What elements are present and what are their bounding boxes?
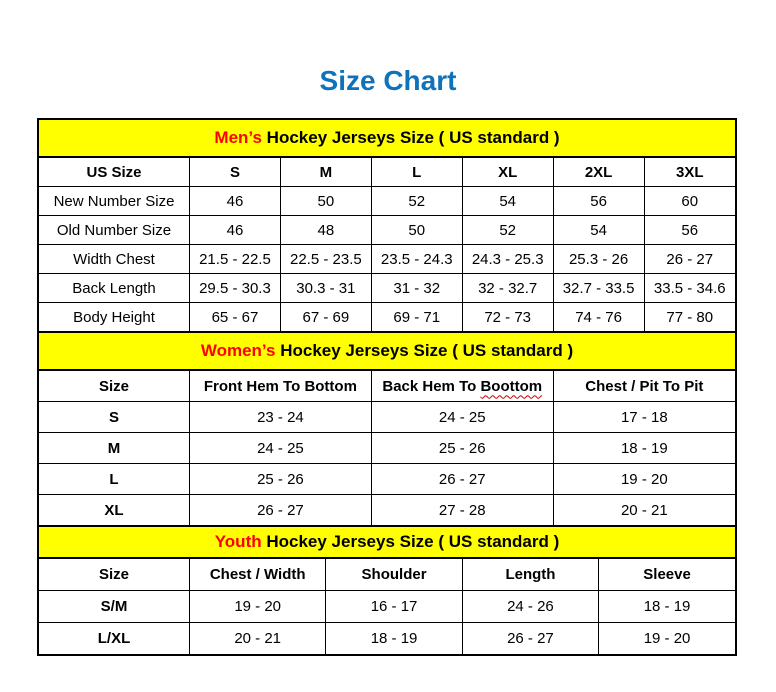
size-value-cell: 18 - 19 <box>599 591 735 623</box>
size-value-cell: 24.3 - 25.3 <box>462 245 553 274</box>
womens-section-header-rest: Hockey Jerseys Size ( US standard ) <box>275 341 574 360</box>
size-value-cell: 16 - 17 <box>326 591 462 623</box>
mens-size-table <box>39 158 735 331</box>
column-header: Sleeve <box>599 559 735 591</box>
size-value-cell: 26 - 27 <box>371 464 553 495</box>
size-value-cell: 20 - 21 <box>553 495 735 526</box>
row-label-column-header: US Size <box>39 158 190 187</box>
column-header-row <box>39 158 735 187</box>
table-row <box>39 591 735 623</box>
size-value-cell: 33.5 - 34.6 <box>644 274 735 303</box>
size-value-cell: 56 <box>553 187 644 216</box>
size-value-cell: 24 - 26 <box>462 591 598 623</box>
row-label-column-header: Size <box>39 559 190 591</box>
row-label: Back Length <box>39 274 190 303</box>
column-header: Shoulder <box>326 559 462 591</box>
size-value-cell: 54 <box>462 187 553 216</box>
table-row <box>39 245 735 274</box>
size-value-cell: 46 <box>190 187 281 216</box>
page-title: Size Chart <box>319 65 457 96</box>
size-value-cell: 25.3 - 26 <box>553 245 644 274</box>
table-row <box>39 402 735 433</box>
column-header: Chest / Pit To Pit <box>553 371 735 402</box>
mens-section-header <box>39 120 735 158</box>
row-label-column-header: Size <box>39 371 190 402</box>
size-value-cell: 19 - 20 <box>553 464 735 495</box>
row-label: Old Number Size <box>39 216 190 245</box>
size-value-cell: 30.3 - 31 <box>280 274 371 303</box>
column-header: 3XL <box>644 158 735 187</box>
table-row <box>39 274 735 303</box>
column-header: Chest / Width <box>190 559 326 591</box>
mens-section-header-highlight: Men’s <box>214 128 262 147</box>
size-value-cell: 24 - 25 <box>190 433 372 464</box>
size-value-cell: 56 <box>644 216 735 245</box>
row-label: S/M <box>39 591 190 623</box>
womens-section-header <box>39 331 735 371</box>
misspelled-word: Boottom <box>480 377 543 395</box>
youth-section-header-highlight: Youth <box>214 532 262 551</box>
table-row <box>39 216 735 245</box>
size-value-cell: 25 - 26 <box>371 433 553 464</box>
mens-section-header-rest: Hockey Jerseys Size ( US standard ) <box>261 128 560 147</box>
table-row <box>39 495 735 526</box>
size-value-cell: 17 - 18 <box>553 402 735 433</box>
size-value-cell: 23 - 24 <box>190 402 372 433</box>
size-value-cell: 74 - 76 <box>553 303 644 332</box>
youth-size-table <box>39 559 735 654</box>
size-value-cell: 21.5 - 22.5 <box>190 245 281 274</box>
womens-size-table <box>39 371 735 525</box>
youth-size-section <box>39 525 735 654</box>
column-header: Length <box>462 559 598 591</box>
size-value-cell: 23.5 - 24.3 <box>371 245 462 274</box>
table-row <box>39 623 735 655</box>
size-value-cell: 18 - 19 <box>326 623 462 655</box>
table-row <box>39 303 735 332</box>
size-value-cell: 69 - 71 <box>371 303 462 332</box>
size-value-cell: 19 - 20 <box>190 591 326 623</box>
size-value-cell: 27 - 28 <box>371 495 553 526</box>
size-value-cell: 77 - 80 <box>644 303 735 332</box>
size-value-cell: 26 - 27 <box>644 245 735 274</box>
row-label: L <box>39 464 190 495</box>
youth-section-header <box>39 525 735 559</box>
row-label: S <box>39 402 190 433</box>
womens-section-header-highlight: Women’s <box>200 341 276 360</box>
size-value-cell: 67 - 69 <box>280 303 371 332</box>
mens-size-section <box>39 120 735 331</box>
size-value-cell: 72 - 73 <box>462 303 553 332</box>
row-label: Width Chest <box>39 245 190 274</box>
womens-size-section <box>39 331 735 525</box>
size-value-cell: 26 - 27 <box>190 495 372 526</box>
row-label: Body Height <box>39 303 190 332</box>
table-row <box>39 464 735 495</box>
size-value-cell: 65 - 67 <box>190 303 281 332</box>
row-label: L/XL <box>39 623 190 655</box>
size-value-cell: 52 <box>371 187 462 216</box>
size-value-cell: 29.5 - 30.3 <box>190 274 281 303</box>
table-row <box>39 187 735 216</box>
size-value-cell: 24 - 25 <box>371 402 553 433</box>
column-header: S <box>190 158 281 187</box>
size-value-cell: 46 <box>190 216 281 245</box>
size-value-cell: 18 - 19 <box>553 433 735 464</box>
size-value-cell: 26 - 27 <box>462 623 598 655</box>
column-header: 2XL <box>553 158 644 187</box>
column-header: L <box>371 158 462 187</box>
size-value-cell: 32.7 - 33.5 <box>553 274 644 303</box>
row-label: XL <box>39 495 190 526</box>
size-value-cell: 31 - 32 <box>371 274 462 303</box>
size-value-cell: 32 - 32.7 <box>462 274 553 303</box>
column-header: Back Hem To Boottom <box>371 371 553 402</box>
column-header-row <box>39 371 735 402</box>
size-value-cell: 60 <box>644 187 735 216</box>
column-header-row <box>39 559 735 591</box>
size-value-cell: 50 <box>280 187 371 216</box>
size-value-cell: 54 <box>553 216 644 245</box>
size-value-cell: 52 <box>462 216 553 245</box>
size-value-cell: 20 - 21 <box>190 623 326 655</box>
row-label: New Number Size <box>39 187 190 216</box>
youth-section-header-rest: Hockey Jerseys Size ( US standard ) <box>261 532 560 551</box>
size-chart-container <box>37 118 737 656</box>
row-label: M <box>39 433 190 464</box>
size-value-cell: 48 <box>280 216 371 245</box>
table-row <box>39 433 735 464</box>
size-value-cell: 50 <box>371 216 462 245</box>
column-header: XL <box>462 158 553 187</box>
size-value-cell: 19 - 20 <box>599 623 735 655</box>
column-header: M <box>280 158 371 187</box>
size-value-cell: 25 - 26 <box>190 464 372 495</box>
column-header: Front Hem To Bottom <box>190 371 372 402</box>
size-value-cell: 22.5 - 23.5 <box>280 245 371 274</box>
